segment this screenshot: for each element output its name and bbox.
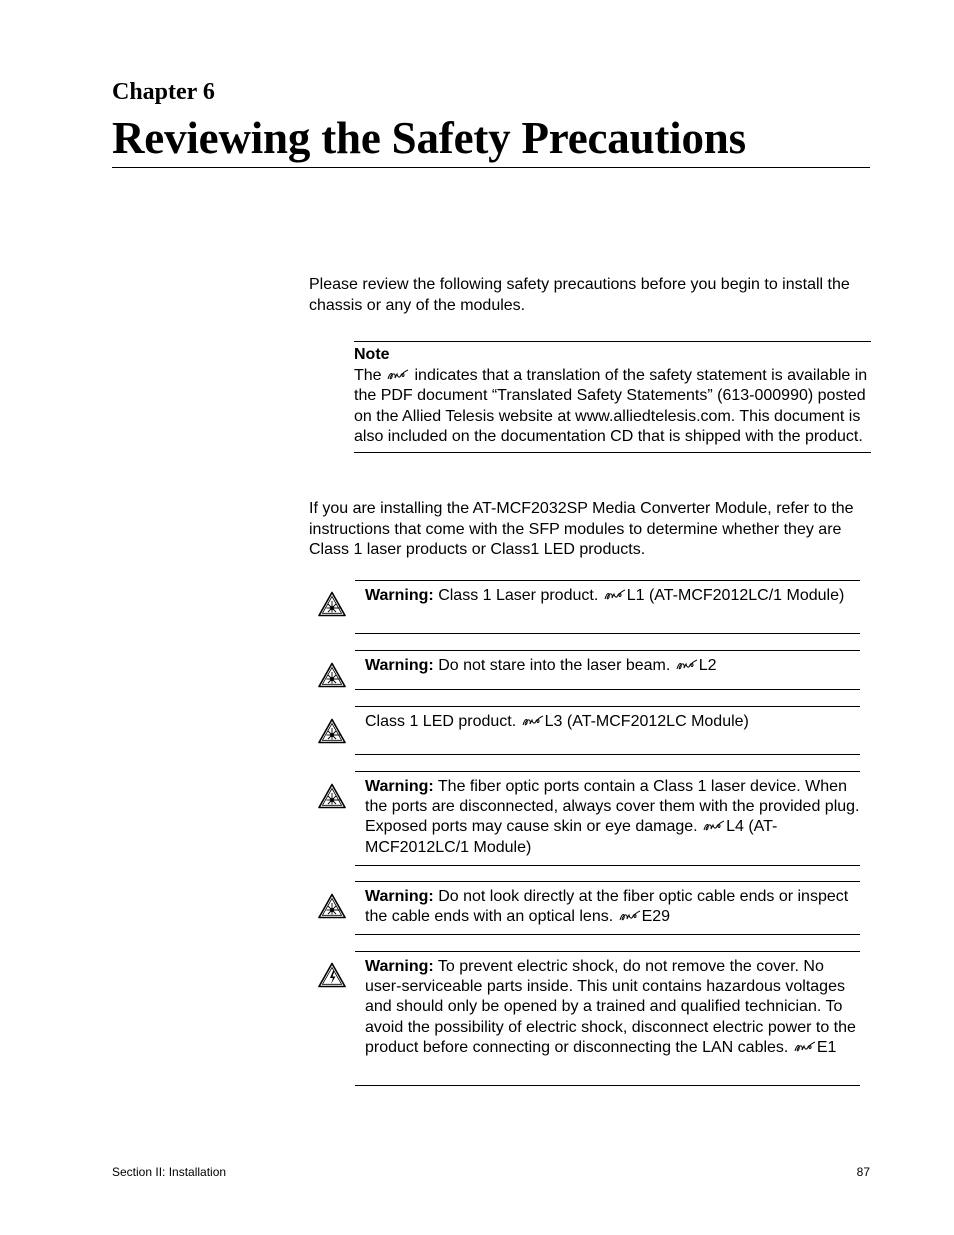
warning-box <box>355 650 860 690</box>
warning-code: L1 (AT-MCF2012LC/1 Module) <box>626 587 845 604</box>
warning-text: The fiber optic ports contain a Class 1 laser device. When the ports are disconnected, always cover them with the provided plug. Exposed ports may cause skin or eye damage. <box>365 778 860 836</box>
warning-box <box>355 951 860 1086</box>
translation-icon <box>604 589 626 601</box>
warning-label: Warning: <box>365 587 434 604</box>
warning-box <box>355 580 860 634</box>
warning-code: L4 (AT-MCF2012LC/1 Module) <box>365 818 778 856</box>
warning-code: L3 (AT-MCF2012LC Module) <box>544 713 749 730</box>
electric-shock-warning-icon <box>318 962 346 988</box>
chapter-label: Chapter 6 <box>112 79 215 105</box>
warning-text: Do not look directly at the fiber optic cable ends or inspect the cable ends with an optical lens. <box>365 888 849 926</box>
translation-icon <box>387 369 409 381</box>
translation-icon <box>522 715 544 727</box>
warning-text: Do not stare into the laser beam. <box>438 657 671 674</box>
translation-icon <box>703 820 725 832</box>
translation-icon <box>676 659 698 671</box>
note-text-start: The <box>354 366 382 384</box>
note-box <box>354 341 871 453</box>
warning-code: E1 <box>816 1038 837 1056</box>
intro-paragraph: Please review the following safety precautions before you begin to install the chassis or any of the modules. <box>309 276 850 314</box>
warning-box <box>355 771 860 866</box>
translation-icon <box>619 910 641 922</box>
laser-warning-icon <box>318 783 346 809</box>
warning-code: E29 <box>641 908 671 926</box>
warning-label: Warning: <box>365 657 434 674</box>
page-number: 87 <box>856 1165 870 1179</box>
laser-warning-icon <box>318 718 346 744</box>
translation-icon <box>794 1041 816 1053</box>
laser-warning-icon <box>318 662 346 688</box>
warning-label: Warning: <box>365 958 434 975</box>
laser-warning-icon <box>318 591 346 617</box>
warning-box <box>355 881 860 935</box>
footer-section: Section II: Installation <box>112 1165 227 1179</box>
warning-text: Class 1 LED product. <box>365 713 517 730</box>
laser-warning-icon <box>318 893 346 919</box>
warning-text: Class 1 Laser product. <box>438 587 599 604</box>
warning-label: Warning: <box>365 778 434 795</box>
warning-code: L2 <box>698 657 717 674</box>
note-text: indicates that a translation of the safety statement is available in the PDF document “Translated Safety Statements” (613-000990) posted on the Allied Telesis website at www.alliedtelesis.com. This document is also included on the documentation CD that is shipped with the product. <box>354 366 868 445</box>
warning-text: To prevent electric shock, do not remove the cover. No user-serviceable parts inside. This unit contains hazardous voltages and should only be opened by a trained and qualified technician. To avoid the possibility of electric shock, disconnect electric power to the product before connecting or disconnecting the LAN cables. <box>365 958 856 1056</box>
warning-box <box>355 706 860 755</box>
chapter-title: Reviewing the Safety Precautions <box>112 113 746 163</box>
warning-label: Warning: <box>365 888 434 905</box>
title-divider <box>112 167 870 168</box>
sfp-paragraph: If you are installing the AT-MCF2032SP Media Converter Module, refer to the instructions that come with the SFP modules to determine whether they are Class 1 laser products or Class1 LED products. <box>309 500 854 558</box>
note-label: Note <box>354 346 390 363</box>
